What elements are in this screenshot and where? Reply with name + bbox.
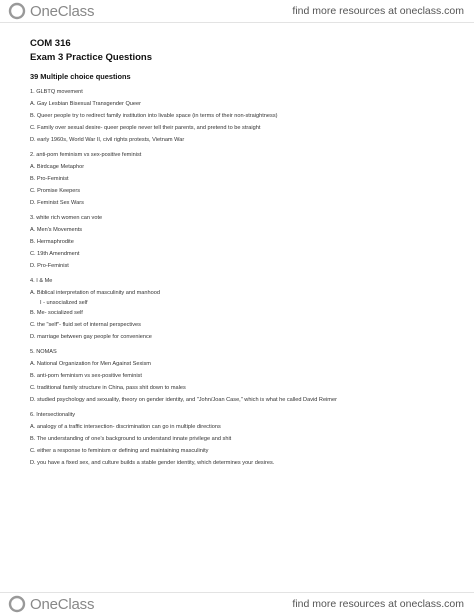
question-stem: 1. GLBTQ movement (30, 89, 83, 95)
answer-option: C. Family over sexual desire- queer people never tell their parents, and pretend to be straight (30, 125, 261, 131)
question-stem: 2. anti-porn feminism vs sex-positive feminist (30, 152, 142, 158)
question (30, 412, 450, 467)
oneclass-logo[interactable] (8, 595, 94, 613)
answer-option: D. marriage between gay people for convenience (30, 334, 152, 340)
answer-option: A. Gay Lesbian Bisexual Transgender Queer (30, 101, 142, 107)
answer-option: A. analogy of a traffic intersection- discrimination can go in multiple directions (30, 424, 221, 430)
answer-option: B. Hermaphrodite (30, 239, 74, 245)
answer-option: B. Me- socialized self (30, 310, 83, 316)
answer-option: C. either a response to feminism or defining and maintaining masculinity (30, 448, 209, 454)
answer-option: D. Pro-Feminist (30, 263, 69, 269)
question (30, 152, 450, 207)
oneclass-logo[interactable] (8, 2, 94, 20)
answer-option: D. Feminist Sex Wars (30, 200, 84, 206)
answer-option: D. early 1960s, World War II, civil rights protests, Vietnam War (30, 137, 185, 143)
question-list (30, 89, 450, 467)
answer-option: D. you have a fixed sex, and culture builds a stable gender identity, which determines your desires. (30, 460, 275, 466)
answer-option: A. National Organization for Men Against Sexism (30, 361, 151, 367)
bottom-bar (0, 592, 474, 615)
document-body (30, 38, 450, 467)
oneclass-logo-icon (8, 2, 28, 20)
section-heading: 39 Multiple choice questions (30, 72, 131, 81)
question (30, 215, 450, 270)
document-title: Exam 3 Practice Questions (30, 52, 152, 63)
question-stem: 5. NOMAS (30, 349, 57, 355)
question (30, 89, 450, 144)
answer-option: C. Promise Keepers (30, 188, 81, 194)
answer-option: D. studied psychology and sexuality, theory on gender identity, and "John/Joan Case," which is what he called David Reimer (30, 397, 337, 403)
answer-option: B. Queer people try to redirect family institution into livable space (in terms of their non-straightness) (30, 113, 278, 119)
logo-text: OneClass (30, 595, 95, 613)
question-stem: 6. Intersectionality (30, 412, 76, 418)
logo-text: OneClass (30, 2, 95, 20)
answer-option: C. traditional family structure in China, pass shit down to males (30, 385, 186, 391)
question-stem: 4. I & Me (30, 278, 53, 284)
answer-option: C. the "self"- fluid set of internal perspectives (30, 322, 141, 328)
answer-option: B. anti-porn feminism vs sex-positive feminist (30, 373, 142, 379)
course-code: COM 316 (30, 38, 71, 49)
answer-option: C. 19th Amendment (30, 251, 80, 257)
answer-option-note: I - unsocialized self (40, 300, 88, 306)
answer-option: A. Birdcage Metaphor (30, 164, 85, 170)
top-bar (0, 0, 474, 23)
resources-link[interactable]: find more resources at oneclass.com (292, 5, 464, 17)
resources-link[interactable]: find more resources at oneclass.com (292, 598, 464, 610)
answer-option: A. Biblical interpretation of masculinity and manhood (30, 290, 160, 296)
question (30, 349, 450, 404)
answer-option: B. Pro-Feminist (30, 176, 69, 182)
oneclass-logo-icon (8, 595, 28, 613)
question-stem: 3. white rich women can vote (30, 215, 103, 221)
question (30, 278, 450, 341)
answer-option: B. The understanding of one's background to understand innate privilege and shit (30, 436, 232, 442)
answer-option: A. Men's Movements (30, 227, 83, 233)
